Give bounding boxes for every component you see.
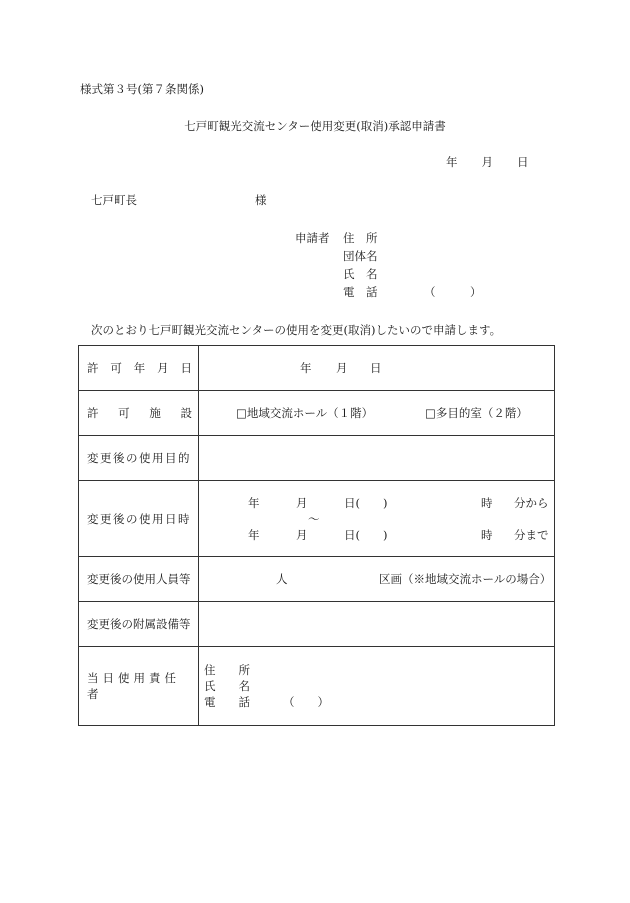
row-purpose — [79, 436, 555, 481]
tilde: ～ — [308, 512, 320, 526]
application-date — [446, 157, 529, 169]
facility-option-hall-checkbox[interactable]: □地域交流ホール（１階） — [236, 406, 374, 420]
equipment-field[interactable] — [199, 602, 555, 647]
date-month: 月 — [481, 155, 493, 169]
applicant-label: 申請者 — [295, 231, 330, 245]
responsible-field[interactable]: 住 所 氏 名 電 話 （ ） — [199, 647, 555, 726]
people-label: 変更後の使用人員等 — [79, 557, 199, 602]
row-equipment — [79, 602, 555, 647]
equipment-label: 変更後の附属設備等 — [79, 602, 199, 647]
datetime-label: 変更後の使用日時 — [79, 481, 199, 557]
people-field[interactable]: 人 区画（※地域交流ホールの場合） — [199, 557, 555, 602]
addressee-honorific: 様 — [255, 193, 267, 207]
intro-text: 次のとおり七戸町観光交流センターの使用を変更(取消)したいので申請します。 — [91, 323, 502, 337]
facility-field — [199, 391, 555, 436]
permit-date-field[interactable]: 年 月 日 — [199, 346, 555, 391]
responsible-label: 当日使用責任者 — [79, 647, 199, 726]
form-title: 七戸町観光交流センター使用変更(取消)承認申請書 — [184, 119, 446, 133]
form-number: 様式第３号(第７条関係) — [80, 82, 204, 96]
application-table — [78, 345, 555, 726]
date-year: 年 — [446, 155, 458, 169]
date-day: 日 — [517, 155, 529, 169]
datetime-field[interactable]: 年 月 日( ) 時 分から ～ 年 月 日( ) 時 分まで — [199, 481, 555, 557]
applicant-address-label: 住 所 — [343, 231, 378, 245]
facility-option-room-checkbox[interactable]: □多目的室（２階） — [425, 406, 528, 420]
facility-label: 許 可 施 設 — [79, 391, 199, 436]
row-responsible — [79, 647, 555, 726]
purpose-field[interactable] — [199, 436, 555, 481]
applicant-phone-paren: （ ） — [424, 285, 482, 299]
applicant-name-label: 氏 名 — [343, 267, 378, 281]
applicant-phone-label: 電 話 — [343, 285, 378, 299]
purpose-label: 変更後の使用目的 — [79, 436, 199, 481]
addressee: 七戸町長 — [91, 193, 137, 207]
row-facility — [79, 391, 555, 436]
row-datetime — [79, 481, 555, 557]
row-people — [79, 557, 555, 602]
row-permit-date — [79, 346, 555, 391]
permit-date-label: 許 可 年 月 日 — [79, 346, 199, 391]
applicant-organization-label: 団体名 — [343, 249, 378, 263]
